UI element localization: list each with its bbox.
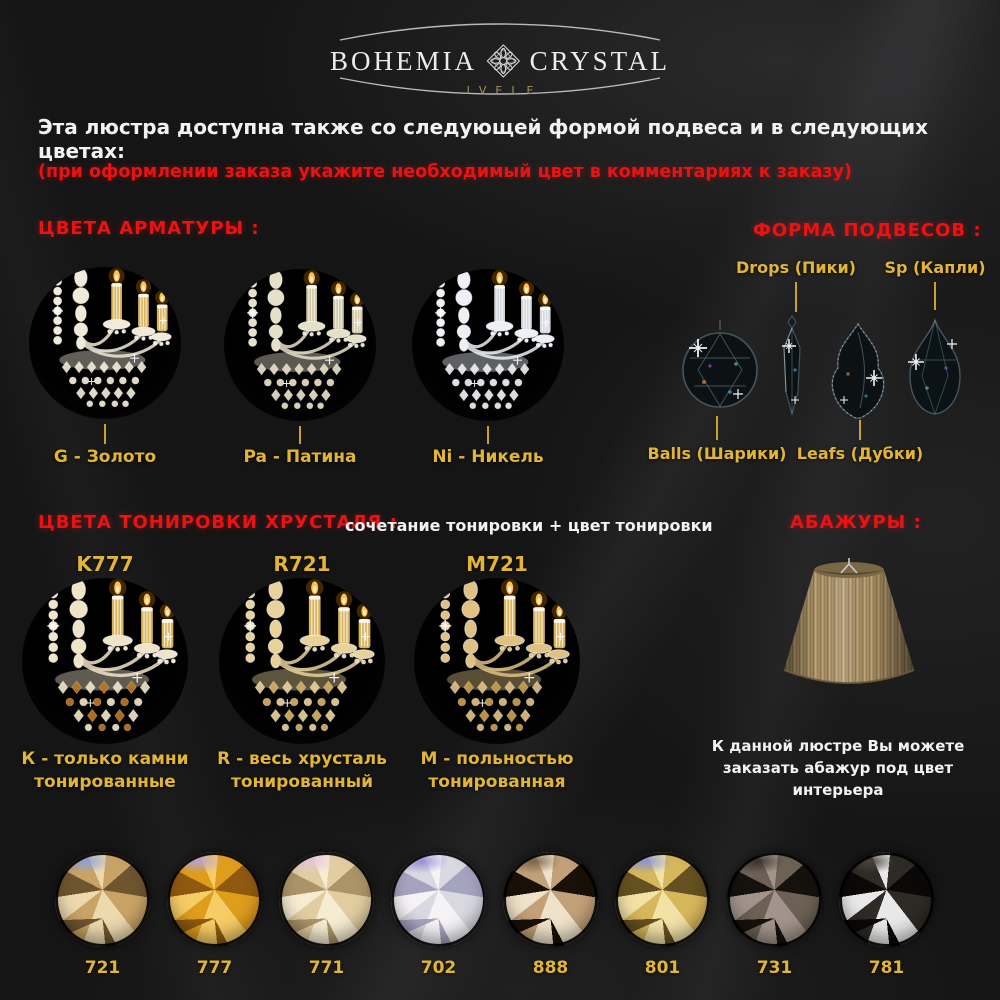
- tint-code-r721: R721: [273, 552, 331, 576]
- lampshade-image: [762, 550, 937, 715]
- lampshade-caption-line2: заказать абажур под цвет интерьера: [722, 759, 954, 799]
- tint-swatch-721: [55, 852, 150, 947]
- connector-line: [795, 282, 797, 312]
- connector-line: [299, 426, 301, 444]
- brand-subname: IVELE: [466, 84, 543, 97]
- fixture-photo-gold: [29, 267, 181, 419]
- fixture-photo-nickel: [412, 269, 564, 421]
- pendant-label-leafs: Leafs (Дубки): [796, 444, 924, 463]
- tint-swatch-771: [279, 852, 374, 947]
- crystal-tints-subtitle: сочетание тонировки + цвет тонировки: [345, 516, 713, 535]
- brand-word-left: BOHEMIA: [330, 45, 477, 76]
- connector-line: [104, 424, 106, 444]
- tint-swatch-781: [839, 852, 934, 947]
- tint-code-m721: M721: [466, 552, 528, 576]
- swatch-label-731: 731: [756, 958, 793, 978]
- tint-code-k777: K777: [76, 552, 134, 576]
- connector-line: [934, 282, 936, 310]
- pendant-label-sp: Sp (Капли): [884, 258, 986, 277]
- tint-swatch-731: [727, 852, 822, 947]
- tint-caption-m-line2: тонированная: [428, 772, 566, 792]
- tint-caption-r-line1: R - весь хрусталь: [217, 749, 387, 769]
- swatch-label-702: 702: [420, 958, 457, 978]
- pendant-label-drops: Drops (Пики): [735, 258, 856, 277]
- pendant-drops-image: [769, 312, 815, 424]
- fixture-label-gold: G - Золото: [53, 447, 157, 467]
- tint-swatch-777: [167, 852, 262, 947]
- fixture-label-patina: Pa - Патина: [243, 447, 357, 467]
- connector-line: [859, 420, 861, 440]
- logo-text-row: [330, 40, 670, 82]
- pendant-balls-image: [674, 320, 766, 412]
- tint-photo-k777: [22, 578, 188, 744]
- tint-caption-r-line2: тонированный: [230, 772, 374, 792]
- swatch-label-771: 771: [308, 958, 345, 978]
- tint-caption-k: [10, 748, 200, 794]
- crystal-ornament-icon: [485, 40, 522, 82]
- tint-swatch-888: [503, 852, 598, 947]
- connector-line: [487, 426, 489, 444]
- fixture-photo-patina: [224, 269, 376, 421]
- swatch-label-777: 777: [196, 958, 233, 978]
- order-note-line: (при оформлении заказа укажите необходимый цвет в комментариях к заказу): [38, 162, 852, 182]
- crystal-tints-title: ЦВЕТА ТОНИРОВКИ ХРУСТАЛЯ :: [38, 512, 398, 533]
- tint-photo-r721: [219, 578, 385, 744]
- lampshade-caption: [688, 735, 988, 801]
- fixture-colors-title: ЦВЕТА АРМАТУРЫ :: [38, 218, 260, 239]
- lampshade-caption-line1: К данной люстре Вы можете: [711, 737, 965, 755]
- pendant-leafs-image: [822, 318, 894, 426]
- pendant-sp-image: [900, 316, 970, 420]
- tint-caption-m: [402, 748, 592, 794]
- pendant-label-balls: Balls (Шарики): [647, 444, 787, 463]
- pendant-shapes-title: ФОРМА ПОДВЕСОВ :: [753, 220, 982, 241]
- swatch-label-721: 721: [84, 958, 121, 978]
- tint-swatch-702: [391, 852, 486, 947]
- tint-photo-m721: [414, 578, 580, 744]
- lampshades-title: АБАЖУРЫ :: [790, 512, 922, 533]
- tint-caption-m-line1: М - польностью: [420, 749, 574, 769]
- tint-caption-k-line2: тонированные: [34, 772, 176, 792]
- swatch-label-801: 801: [644, 958, 681, 978]
- swatch-label-781: 781: [868, 958, 905, 978]
- brand-logo: [330, 14, 670, 102]
- tint-swatch-801: [615, 852, 710, 947]
- intro-line: Эта люстра доступна также со следующей формой подвеса и в следующих цветах:: [38, 115, 929, 163]
- connector-line: [716, 416, 718, 440]
- brand-word-right: CRYSTAL: [529, 45, 670, 76]
- tint-caption-r: [207, 748, 397, 794]
- swatch-label-888: 888: [532, 958, 569, 978]
- tint-caption-k-line1: К - только камни: [21, 749, 189, 769]
- fixture-label-nickel: Ni - Никель: [432, 447, 544, 467]
